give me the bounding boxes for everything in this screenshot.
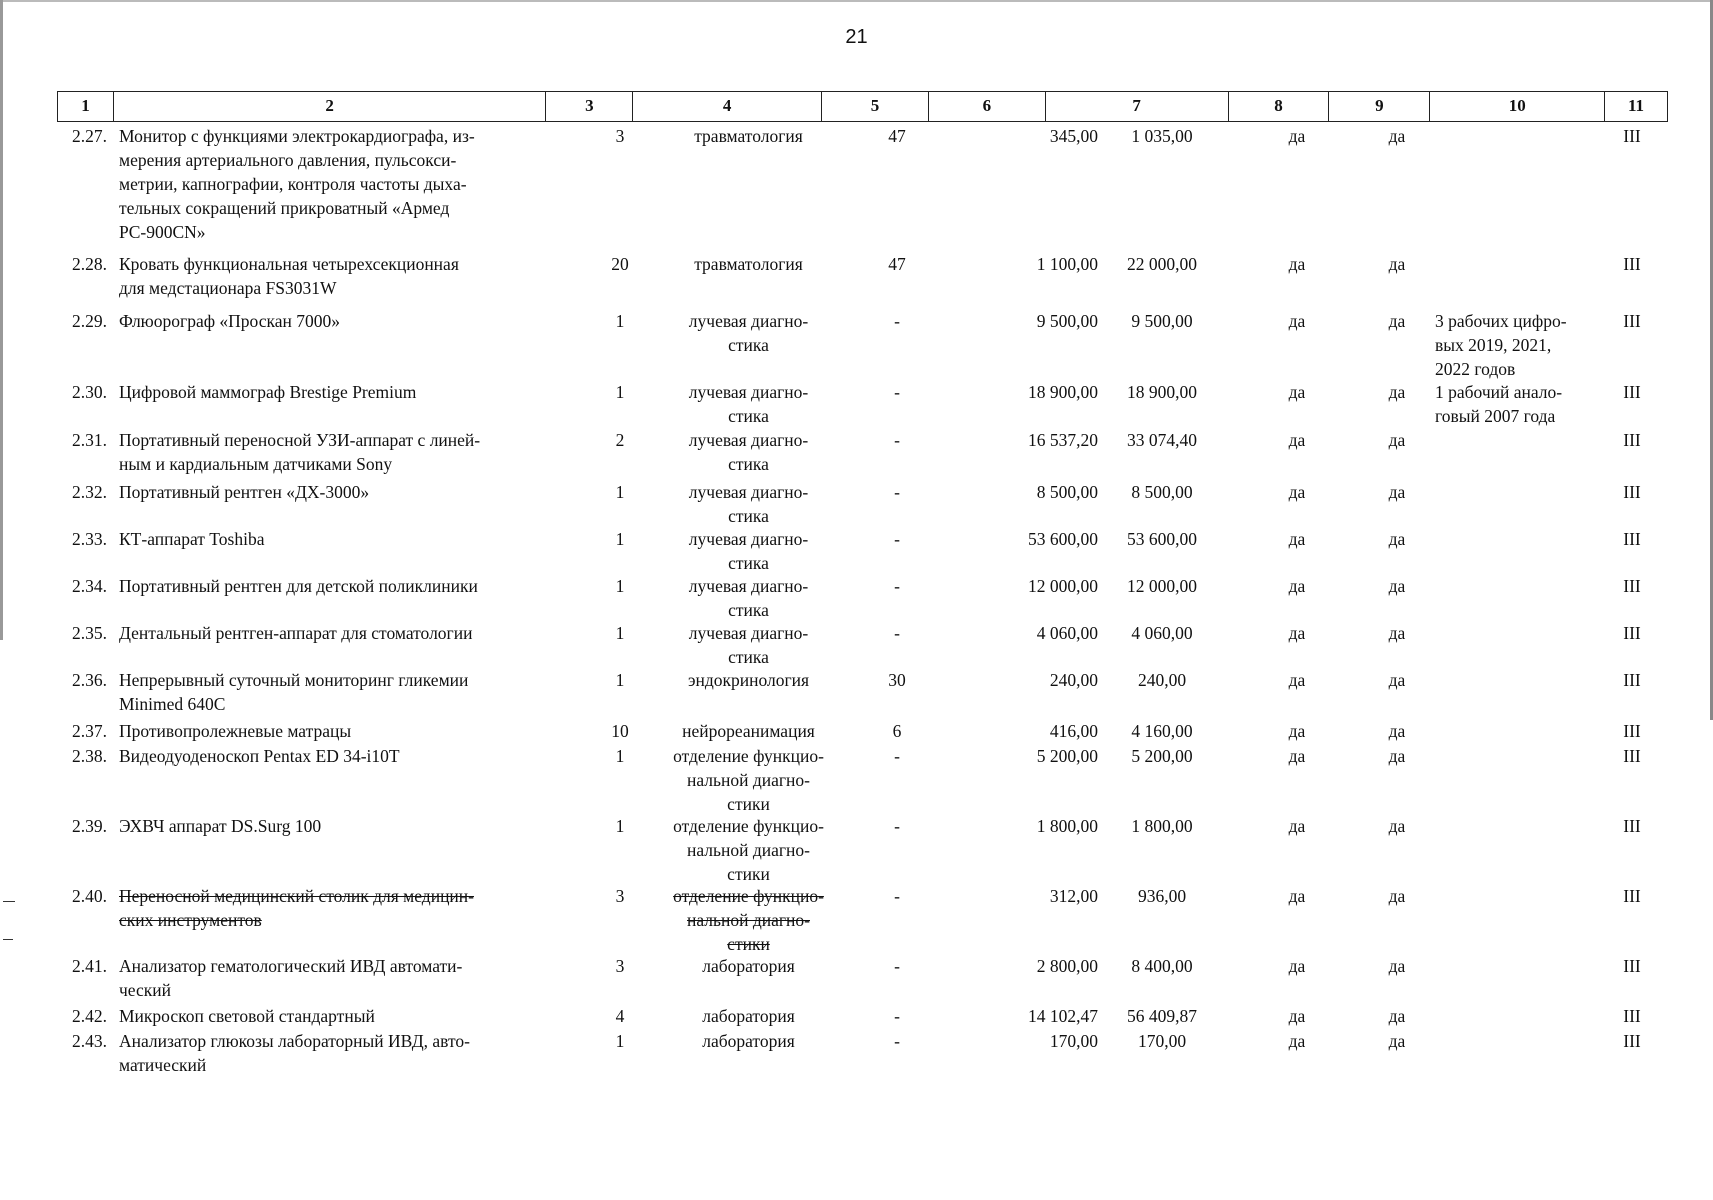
note: 1 рабочий анало- говый 2007 года <box>1435 382 1563 426</box>
col-5-value: - <box>894 1006 900 1026</box>
col-5-value: 30 <box>888 670 906 690</box>
department: отделение функцио- нальной диагно- стики <box>673 886 824 954</box>
col-9-flag: да <box>1388 623 1406 643</box>
table-row <box>57 124 1668 242</box>
col-8-flag: да <box>1288 126 1306 146</box>
department: лучевая диагно- стика <box>688 623 809 667</box>
col-8-flag: да <box>1288 886 1306 906</box>
table-row <box>57 428 1668 474</box>
col-5-value: - <box>894 482 900 502</box>
department: отделение функцио- нальной диагно- стики <box>673 816 824 884</box>
col-5-value: - <box>894 576 900 596</box>
col-8-flag: да <box>1288 1031 1306 1051</box>
row-number: 2.42. <box>72 1006 107 1026</box>
table-row <box>57 954 1668 1000</box>
col-5-value: - <box>894 746 900 766</box>
total-cost: 5 200,00 <box>1131 746 1193 766</box>
row-number: 2.34. <box>72 576 107 596</box>
table-row <box>57 1004 1668 1026</box>
col-9-flag: да <box>1388 816 1406 836</box>
department: лаборатория <box>702 956 795 976</box>
row-number: 2.29. <box>72 311 107 331</box>
header-col-6: 6 <box>929 92 1046 121</box>
unit-price: 312,00 <box>1049 886 1098 906</box>
row-number: 2.33. <box>72 529 107 549</box>
col-8-flag: да <box>1288 670 1306 690</box>
unit-price: 53 600,00 <box>1028 529 1098 549</box>
item-name: Непрерывный суточный мониторинг гликемии Minimed 640C <box>119 670 469 714</box>
row-number: 2.35. <box>72 623 107 643</box>
row-number: 2.39. <box>72 816 107 836</box>
row-number: 2.32. <box>72 482 107 502</box>
department: лучевая диагно- стика <box>688 382 809 426</box>
col-5-value: - <box>894 1031 900 1051</box>
col-9-flag: да <box>1388 746 1406 766</box>
department: отделение функцио- нальной диагно- стики <box>673 746 824 814</box>
class-value: III <box>1623 382 1641 402</box>
unit-price: 170,00 <box>1049 1031 1098 1051</box>
header-col-3: 3 <box>546 92 633 121</box>
col-9-flag: да <box>1388 482 1406 502</box>
quantity: 3 <box>615 126 625 146</box>
class-value: III <box>1623 670 1641 690</box>
col-9-flag: да <box>1388 1006 1406 1026</box>
col-9-flag: да <box>1388 126 1406 146</box>
header-col-8: 8 <box>1229 92 1330 121</box>
class-value: III <box>1623 746 1641 766</box>
col-8-flag: да <box>1288 254 1306 274</box>
total-cost: 53 600,00 <box>1127 529 1197 549</box>
department: лаборатория <box>702 1006 795 1026</box>
scan-edge-left <box>0 0 3 640</box>
col-9-flag: да <box>1388 430 1406 450</box>
table-row <box>57 814 1668 884</box>
col-8-flag: да <box>1288 746 1306 766</box>
row-number: 2.37. <box>72 721 107 741</box>
quantity: 4 <box>615 1006 625 1026</box>
total-cost: 4 060,00 <box>1131 623 1193 643</box>
class-value: III <box>1623 1006 1641 1026</box>
table-row <box>57 719 1668 741</box>
table-row <box>57 309 1668 379</box>
item-name: Портативный рентген для детской поликлиники <box>119 576 478 596</box>
class-value: III <box>1623 886 1641 906</box>
table-row <box>57 621 1668 667</box>
department: лучевая диагно- стика <box>688 576 809 620</box>
col-9-flag: да <box>1388 956 1406 976</box>
total-cost: 170,00 <box>1137 1031 1187 1051</box>
scan-edge-top <box>0 0 1713 2</box>
class-value: III <box>1623 721 1641 741</box>
class-value: III <box>1623 482 1641 502</box>
unit-price: 18 900,00 <box>1028 382 1098 402</box>
item-name: Монитор с функциями электрокардиографа, из- мерения артериального давления, пульсокси- метрии, капнографии, контроля частоты дыха- тельных сокращений прикроватный «Армед PC-900CN» <box>119 126 475 242</box>
col-8-flag: да <box>1288 382 1306 402</box>
col-9-flag: да <box>1388 254 1406 274</box>
quantity: 1 <box>615 576 625 596</box>
col-5-value: - <box>894 529 900 549</box>
quantity: 1 <box>615 482 625 502</box>
margin-mark <box>3 901 15 902</box>
item-name: Цифровой маммограф Brestige Premium <box>119 382 417 402</box>
col-5-value: 6 <box>892 721 902 741</box>
item-name: Портативный рентген «ДХ-3000» <box>119 482 370 502</box>
unit-price: 345,00 <box>1049 126 1098 146</box>
col-9-flag: да <box>1388 529 1406 549</box>
table-row <box>57 884 1668 954</box>
unit-price: 8 500,00 <box>1036 482 1098 502</box>
col-9-flag: да <box>1388 670 1406 690</box>
header-col-11: 11 <box>1628 96 1645 115</box>
table-row <box>57 527 1668 573</box>
col-5-value: - <box>894 382 900 402</box>
unit-price: 240,00 <box>1049 670 1098 690</box>
col-8-flag: да <box>1288 311 1306 331</box>
class-value: III <box>1623 126 1641 146</box>
department: лучевая диагно- стика <box>688 430 809 474</box>
margin-mark <box>3 939 13 940</box>
item-name: Дентальный рентген-аппарат для стоматологии <box>119 623 473 643</box>
item-name: Видеодуоденоскоп Pentax ED 34-i10T <box>119 746 400 766</box>
item-name: Переносной медицинский столик для медицин- ских инструментов <box>119 886 474 930</box>
unit-price: 5 200,00 <box>1036 746 1098 766</box>
col-8-flag: да <box>1288 482 1306 502</box>
row-number: 2.40. <box>72 886 107 906</box>
department: нейрореанимация <box>682 721 815 741</box>
class-value: III <box>1623 1031 1641 1051</box>
class-value: III <box>1623 956 1641 976</box>
total-cost: 22 000,00 <box>1127 254 1197 274</box>
item-name: Флюорограф «Проскан 7000» <box>119 311 341 331</box>
class-value: III <box>1623 529 1641 549</box>
total-cost: 1 800,00 <box>1131 816 1193 836</box>
header-col-1: 1 <box>58 92 114 121</box>
department: эндокринология <box>687 670 810 690</box>
row-number: 2.28. <box>72 254 107 274</box>
row-number: 2.27. <box>72 126 107 146</box>
department: лучевая диагно- стика <box>688 482 809 526</box>
quantity: 1 <box>615 1031 625 1051</box>
total-cost: 33 074,40 <box>1127 430 1197 450</box>
unit-price: 4 060,00 <box>1036 623 1098 643</box>
table-row <box>57 1029 1668 1075</box>
table-row <box>57 668 1668 714</box>
col-8-flag: да <box>1288 721 1306 741</box>
row-number: 2.41. <box>72 956 107 976</box>
row-number: 2.43. <box>72 1031 107 1051</box>
class-value: III <box>1623 311 1641 331</box>
col-9-flag: да <box>1388 1031 1406 1051</box>
item-name: Анализатор гематологический ИВД автомати- ческий <box>119 956 463 1000</box>
note: 3 рабочих цифро- вых 2019, 2021, 2022 годов <box>1435 311 1567 379</box>
col-9-flag: да <box>1388 382 1406 402</box>
unit-price: 1 800,00 <box>1036 816 1098 836</box>
item-name: Портативный переносной УЗИ-аппарат с линей- ным и кардиальным датчиками Sony <box>119 430 481 474</box>
quantity: 1 <box>615 311 625 331</box>
class-value: III <box>1623 430 1641 450</box>
col-8-flag: да <box>1288 816 1306 836</box>
col-9-flag: да <box>1388 721 1406 741</box>
table-row <box>57 380 1668 426</box>
unit-price: 14 102,47 <box>1028 1006 1098 1026</box>
col-8-flag: да <box>1288 956 1306 976</box>
quantity: 1 <box>615 623 625 643</box>
header-col-10: 10 <box>1430 92 1605 121</box>
col-5-value: - <box>894 311 900 331</box>
col-8-flag: да <box>1288 430 1306 450</box>
col-5-value: 47 <box>888 126 906 146</box>
total-cost: 936,00 <box>1137 886 1187 906</box>
unit-price: 1 100,00 <box>1036 254 1098 274</box>
unit-price: 9 500,00 <box>1036 311 1098 331</box>
total-cost: 8 500,00 <box>1131 482 1193 502</box>
quantity: 1 <box>615 382 625 402</box>
table-header <box>57 91 1668 122</box>
item-name: Микроскоп световой стандартный <box>119 1006 375 1026</box>
quantity: 1 <box>615 670 625 690</box>
unit-price: 16 537,20 <box>1028 430 1098 450</box>
department: лаборатория <box>702 1031 795 1051</box>
class-value: III <box>1623 816 1641 836</box>
class-value: III <box>1623 576 1641 596</box>
quantity: 1 <box>615 529 625 549</box>
quantity: 2 <box>615 430 625 450</box>
total-cost: 8 400,00 <box>1131 956 1193 976</box>
col-5-value: - <box>894 956 900 976</box>
table-row <box>57 574 1668 620</box>
unit-price: 12 000,00 <box>1028 576 1098 596</box>
row-number: 2.30. <box>72 382 107 402</box>
col-9-flag: да <box>1388 311 1406 331</box>
header-col-9: 9 <box>1329 92 1430 121</box>
row-number: 2.31. <box>72 430 107 450</box>
col-8-flag: да <box>1288 529 1306 549</box>
col-9-flag: да <box>1388 886 1406 906</box>
col-5-value: - <box>894 816 900 836</box>
quantity: 3 <box>615 956 625 976</box>
total-cost: 240,00 <box>1137 670 1187 690</box>
total-cost: 56 409,87 <box>1127 1006 1197 1026</box>
total-cost: 9 500,00 <box>1131 311 1193 331</box>
header-col-7: 7 <box>1046 92 1229 121</box>
table-row <box>57 480 1668 526</box>
col-9-flag: да <box>1388 576 1406 596</box>
table-row <box>57 252 1668 298</box>
quantity: 1 <box>615 746 625 766</box>
item-name: КТ-аппарат Toshiba <box>119 529 265 549</box>
page-number: 21 <box>845 26 868 48</box>
item-name: Кровать функциональная четырехсекционная для медстационара FS3031W <box>119 254 459 298</box>
header-col-4: 4 <box>633 92 822 121</box>
col-5-value: - <box>894 623 900 643</box>
quantity: 3 <box>615 886 625 906</box>
unit-price: 416,00 <box>1049 721 1098 741</box>
total-cost: 18 900,00 <box>1127 382 1197 402</box>
header-col-2: 2 <box>114 92 546 121</box>
class-value: III <box>1623 254 1641 274</box>
row-number: 2.38. <box>72 746 107 766</box>
total-cost: 12 000,00 <box>1127 576 1197 596</box>
table-row <box>57 744 1668 814</box>
col-8-flag: да <box>1288 623 1306 643</box>
unit-price: 2 800,00 <box>1036 956 1098 976</box>
item-name: Противопролежневые матрацы <box>119 721 352 741</box>
total-cost: 4 160,00 <box>1131 721 1193 741</box>
item-name: ЭХВЧ аппарат DS.Surg 100 <box>119 816 322 836</box>
quantity: 1 <box>615 816 625 836</box>
department: травматология <box>694 254 803 274</box>
header-col-5: 5 <box>822 92 929 121</box>
department: травматология <box>694 126 803 146</box>
total-cost: 1 035,00 <box>1131 126 1193 146</box>
quantity: 10 <box>611 721 629 741</box>
col-5-value: 47 <box>888 254 906 274</box>
quantity: 20 <box>611 254 629 274</box>
col-8-flag: да <box>1288 576 1306 596</box>
department: лучевая диагно- стика <box>688 529 809 573</box>
col-5-value: - <box>894 886 900 906</box>
class-value: III <box>1623 623 1641 643</box>
department: лучевая диагно- стика <box>688 311 809 355</box>
row-number: 2.36. <box>72 670 107 690</box>
col-5-value: - <box>894 430 900 450</box>
col-8-flag: да <box>1288 1006 1306 1026</box>
item-name: Анализатор глюкозы лабораторный ИВД, авто- матический <box>119 1031 470 1075</box>
